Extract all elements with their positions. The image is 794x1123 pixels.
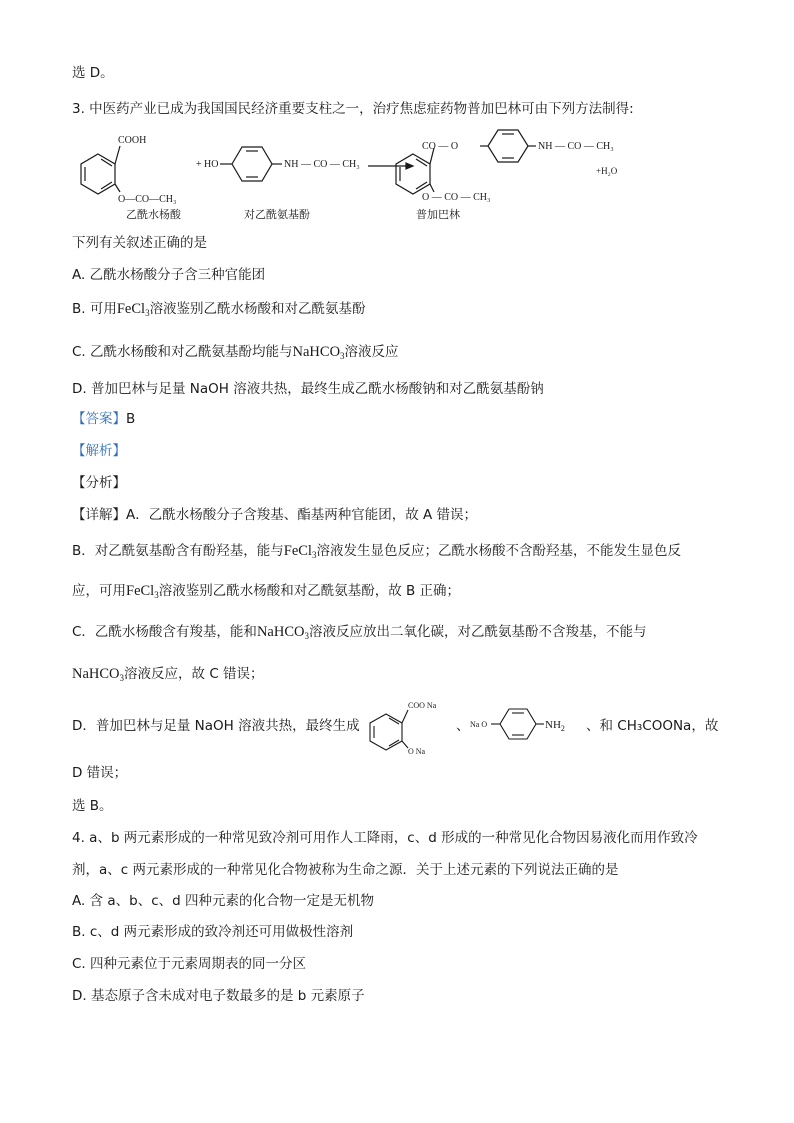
product-structure	[396, 130, 536, 194]
salicylate-coona-label: COO Na	[408, 701, 437, 710]
detail-c1-prefix: C．乙酰水杨酸含有羧基，能和	[72, 624, 257, 640]
reaction-arrow	[368, 163, 413, 169]
byproduct-water: +H₂O	[596, 166, 618, 176]
analysis-tag: 【解析】	[72, 443, 126, 459]
option-a: A. 乙酰水杨酸分子含三种官能团	[72, 267, 266, 283]
option-b-suffix: 溶液鉴别乙酰水杨酸和对乙酰氨基酚	[149, 301, 366, 317]
answer-value: B	[126, 411, 136, 427]
aminophenolate-nao-label: Na O	[470, 720, 488, 729]
reaction-scheme	[68, 126, 728, 226]
detail-c-line1	[72, 623, 646, 641]
detail-b2-suffix: 溶液鉴别乙酰水杨酸和对乙酰氨基酚，故 B 正确；	[158, 583, 461, 599]
product-name: 普加巴林	[416, 208, 460, 221]
option-b-formula: FeCl$_3$	[116, 301, 150, 318]
sodium-salicylate-structure	[362, 696, 458, 756]
q4-option-c: C. 四种元素位于元素周期表的同一分区	[72, 956, 307, 972]
plus-sign: +	[196, 159, 202, 170]
detail-c2-suffix: 溶液反应，故 C 错误；	[124, 666, 264, 682]
detail-tag: 【详解】	[72, 507, 126, 523]
question-4-stem-line1: 4. a、b 两元素形成的一种常见致冷剂可用作人工降雨，c、d 形成的一种常见化合物因易液化而用作致冷	[72, 830, 698, 846]
reactant2-name: 对乙酰氨基酚	[244, 208, 310, 221]
detail-d-prefix: D．普加巴林与足量 NaOH 溶液共热，最终生成	[72, 718, 360, 734]
detail-a-text: A．乙酰水杨酸分子含羧基、酯基两种官能团，故 A 错误；	[126, 507, 478, 523]
product-ester-top-label: CO — O	[422, 141, 459, 152]
product-ester-bottom-label: O — CO — CH₃	[422, 192, 491, 203]
reactant2-ho-label: HO	[204, 159, 219, 170]
question-3-stem: 3. 中医药产业已成为我国国民经济重要支柱之一，治疗焦虑症药物普加巴林可由下列方法制得:	[72, 101, 634, 117]
question-3-prompt: 下列有关叙述正确的是	[72, 235, 207, 251]
detail-b-line2	[72, 582, 460, 600]
detail-c1-formula: NaHCO$_3$	[256, 624, 309, 641]
answer-line	[72, 410, 135, 428]
sodium-aminophenolate-structure	[470, 706, 588, 742]
option-c-prefix: C. 乙酰水杨酸和对乙酰氨基酚均能与	[72, 344, 293, 360]
question-4-stem-line2: 剂，a、c 两元素形成的一种常见化合物被称为生命之源．关于上述元素的下列说法正确的是	[72, 862, 619, 878]
detail-c2-formula: NaHCO$_3$	[72, 666, 125, 683]
detail-b1-prefix: B．对乙酰氨基酚含有酚羟基，能与	[72, 543, 284, 559]
detail-b1-suffix: 溶液发生显色反应；乙酰水杨酸不含酚羟基，不能发生显色反	[316, 543, 681, 559]
detail-a	[72, 506, 477, 524]
aminophenolate-nh2-label: $NH_2$	[545, 719, 565, 733]
detail-b2-prefix: 应，可用	[72, 583, 126, 599]
option-c-suffix: 溶液反应	[344, 344, 399, 360]
q4-option-a: A. 含 a、b、c、d 四种元素的化合物一定是无机物	[72, 893, 374, 909]
product-amide-label: NH — CO — CH₃	[538, 141, 614, 152]
detail-d-line2: D 错误；	[72, 765, 128, 781]
detail-b-line1	[72, 542, 681, 560]
q4-option-b: B. c、d 两元素形成的致冷剂还可用做极性溶剂	[72, 924, 354, 940]
option-c-formula: NaHCO$_3$	[292, 344, 345, 361]
option-b	[72, 300, 366, 318]
fenxi-heading: 【分析】	[72, 475, 126, 491]
option-c	[72, 343, 399, 361]
detail-b2-formula: FeCl$_3$	[126, 583, 159, 600]
reactant1-name: 乙酰水杨酸	[126, 208, 181, 221]
detail-d-separator: 、	[456, 718, 470, 734]
option-b-prefix: B. 可用	[72, 301, 117, 317]
reactant1-cooh-label: COOH	[118, 135, 147, 146]
answer-tag: 【答案】	[72, 411, 126, 427]
p-acetamidophenol-structure	[220, 147, 282, 181]
q4-option-d: D. 基态原子含未成对电子数最多的是 b 元素原子	[72, 988, 365, 1004]
reactant2-amide-label: NH — CO — CH₃	[284, 159, 360, 170]
salicylate-ona-label: O Na	[408, 747, 426, 756]
acetylsalicylic-acid-structure	[81, 146, 120, 194]
detail-c1-suffix: 溶液反应放出二氧化碳，对乙酰氨基酚不含羧基，不能与	[308, 624, 647, 640]
prev-answer-line: 选 D。	[72, 65, 114, 81]
detail-b1-formula: FeCl$_3$	[283, 543, 317, 560]
reactant1-ester-label: O—CO—CH₃	[118, 194, 177, 205]
detail-c-line2	[72, 665, 264, 683]
conclusion: 选 B。	[72, 798, 113, 814]
option-d: D. 普加巴林与足量 NaOH 溶液共热，最终生成乙酰水杨酸钠和对乙酰氨基酚钠	[72, 381, 544, 397]
detail-d-suffix: 、和 CH₃COONa，故	[586, 718, 719, 734]
